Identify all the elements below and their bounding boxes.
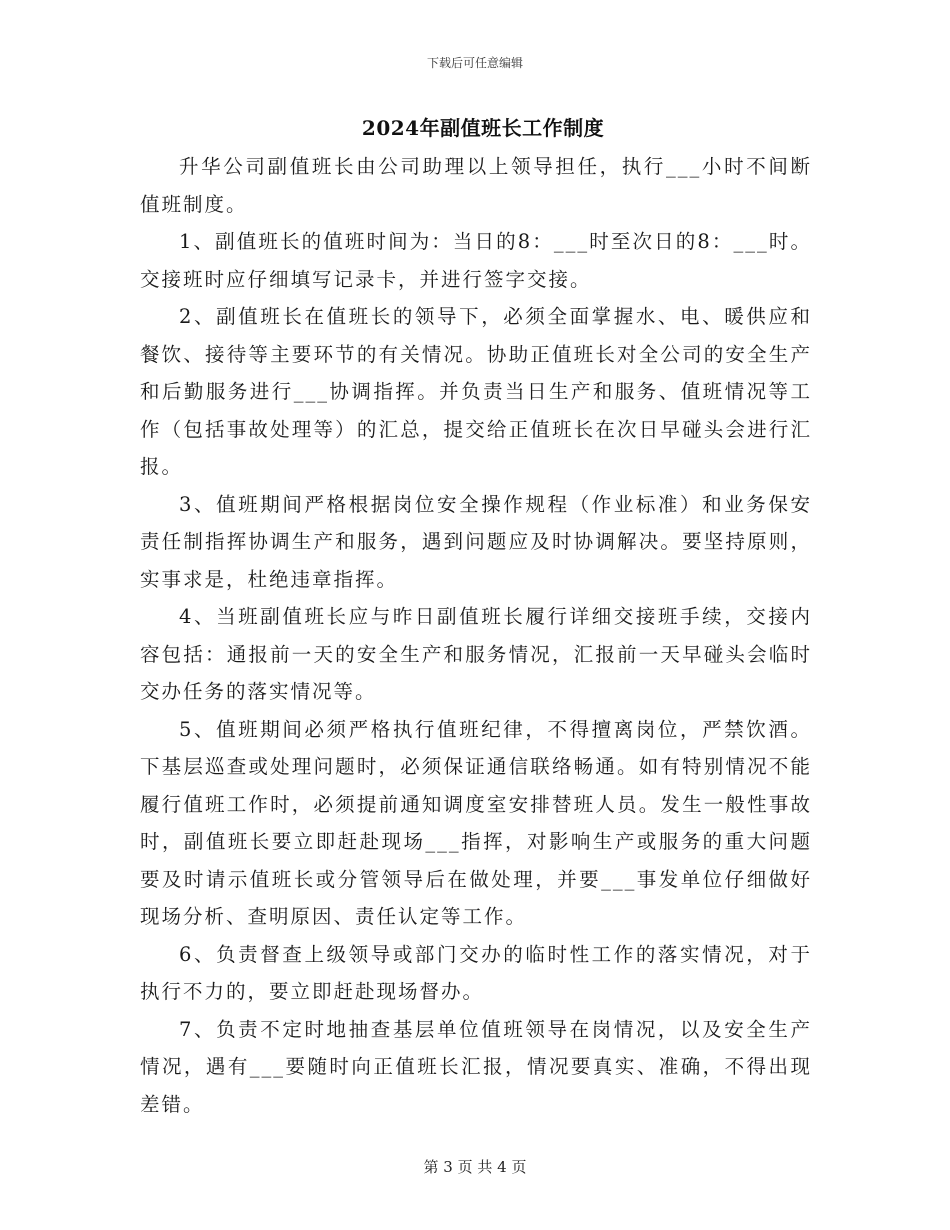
header-note: 下载后可任意编辑 [426,56,523,70]
paragraph-6: 6、负责督查上级领导或部门交办的临时性工作的落实情况，对于执行不力的，要立即赶赴现场督办。 [140,942,812,1003]
paragraph-1: 1、副值班长的值班时间为：当日的8：___时至次日的8：___时。交接班时应仔细填写记录卡，并进行签字交接。 [140,230,812,291]
document-body [140,148,812,1123]
paragraph-intro: 升华公司副值班长由公司助理以上领导担任，执行___小时不间断值班制度。 [140,155,812,216]
paragraph-2: 2、副值班长在值班长的领导下，必须全面掌握水、电、暖供应和餐饮、接待等主要环节的有关情况。协助正值班长对全公司的安全生产和后勤服务进行___协调指挥。并负责当日生产和服务、值班情况等工作（包括事故处理等）的汇总，提交给正值班长在次日早碰头会进行汇报。 [140,305,812,478]
paragraph-3: 3、值班期间严格根据岗位安全操作规程（作业标准）和业务保安责任制指挥协调生产和服务，遇到问题应及时协调解决。要坚持原则，实事求是，杜绝违章指挥。 [140,492,812,591]
page-indicator: 第 3 页 共 4 页 [423,1158,527,1176]
paragraph-5: 5、值班期间必须严格执行值班纪律，不得擅离岗位，严禁饮酒。下基层巡查或处理问题时，必须保证通信联络畅通。如有特别情况不能履行值班工作时，必须提前通知调度室安排替班人员。发生一般性事故时，副值班长要立即赶赴现场___指挥，对影响生产或服务的重大问题要及时请示值班长或分管领导后在做处理，并要___事发单位仔细做好现场分析、查明原因、责任认定等工作。 [140,717,812,928]
paragraph-4: 4、当班副值班长应与昨日副值班长履行详细交接班手续，交接内容包括：通报前一天的安全生产和服务情况，汇报前一天早碰头会临时交办任务的落实情况等。 [140,605,812,703]
document-title: 2024年副值班长工作制度 [361,116,605,140]
paragraph-7: 7、负责不定时地抽查基层单位值班领导在岗情况，以及安全生产情况，遇有___要随时向正值班长汇报，情况要真实、准确，不得出现差错。 [140,1017,812,1116]
